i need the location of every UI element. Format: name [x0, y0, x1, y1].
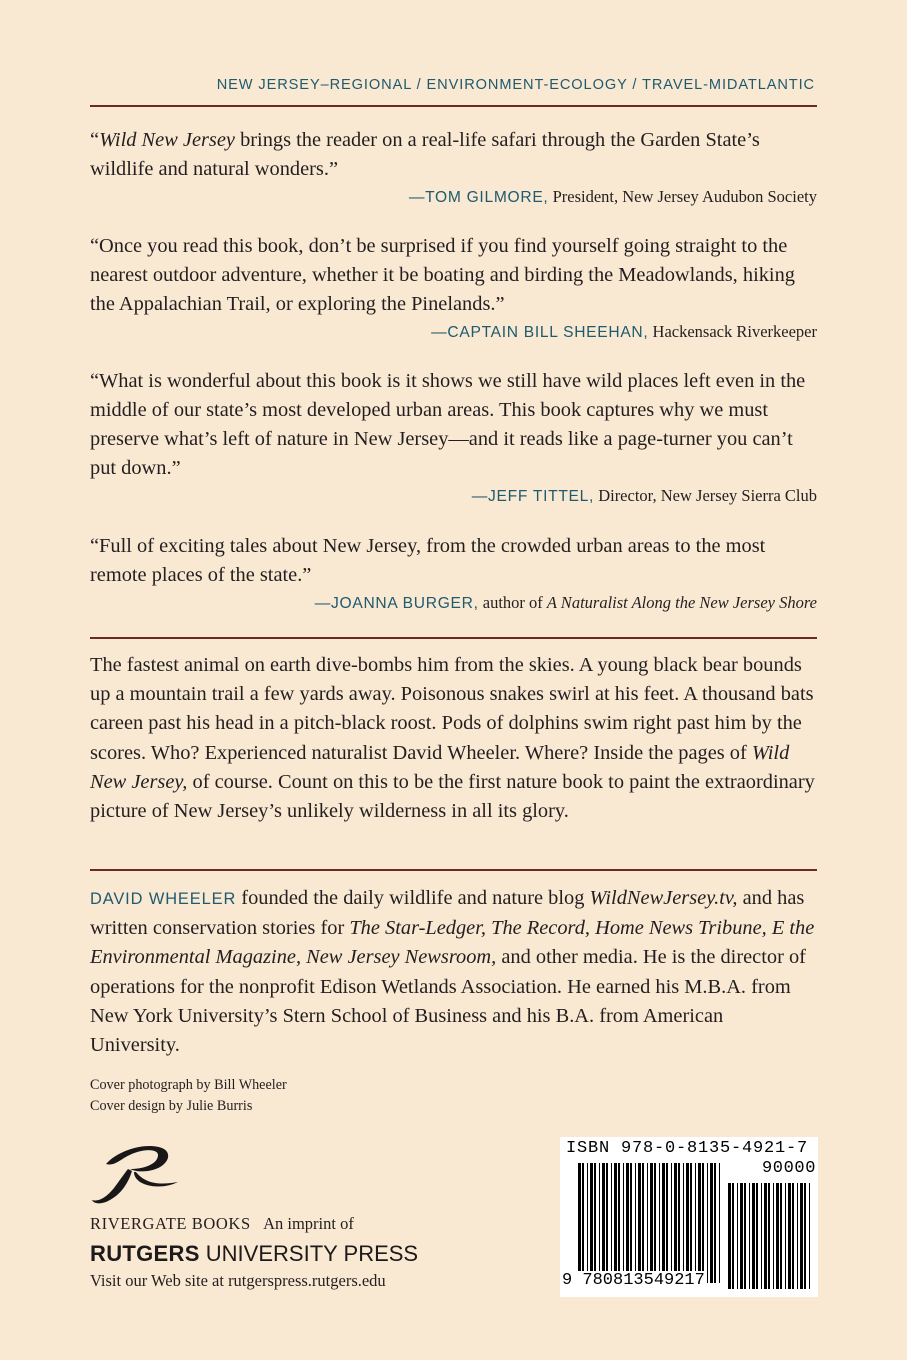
barcode-bar	[647, 1163, 648, 1283]
barcode-bar	[635, 1163, 636, 1283]
blurb-3-attribution	[90, 485, 817, 508]
publisher-website: Visit our Web site at rutgerspress.rutgers.edu	[90, 1271, 386, 1290]
blurb-4-role: author of	[478, 593, 547, 612]
blurb-2-role: Hackensack Riverkeeper	[648, 322, 817, 341]
imprint-line	[90, 1213, 354, 1235]
blurb-1-attribution	[90, 186, 817, 209]
rivergate-logo-icon	[88, 1138, 188, 1208]
blurb-4-attribution	[90, 592, 817, 615]
blurb-1-body: brings the reader on a real-life safari through the Garden State’s wildlife and natural wonders.”	[90, 129, 760, 180]
barcode-bar	[776, 1183, 779, 1289]
blurb-4-text: “Full of exciting tales about New Jersey, from the crowded urban areas to the most remote places of the state.”	[90, 535, 766, 586]
description-part-1: The fastest animal on earth dive-bombs him from the skies. A young black bear bounds up a mountain trail a few yards away. Poisonous snakes swirl at his feet. A thousand bats careen past his head in a pitch-black roost. Pods of dolphins swim right past him by the scores. Who? Experienced naturalist David Wheeler. Where? Inside the pages of	[90, 654, 814, 764]
publisher-rest: UNIVERSITY PRESS	[199, 1241, 419, 1266]
barcode-bar	[638, 1163, 641, 1283]
cover-credits	[90, 1075, 287, 1117]
barcode-bar	[587, 1163, 588, 1283]
barcode-bar	[744, 1183, 746, 1289]
divider-top	[90, 105, 817, 107]
blurb-1	[90, 126, 817, 209]
barcode-bar	[578, 1163, 581, 1283]
barcode-bar	[732, 1183, 734, 1289]
ean-right-group: 549217	[643, 1271, 705, 1290]
ean-first-digit: 9	[562, 1271, 573, 1290]
barcode-bar	[590, 1163, 593, 1283]
barcode-bar	[809, 1183, 810, 1289]
barcode-bar	[749, 1183, 750, 1289]
barcode-bar	[686, 1163, 689, 1283]
barcode-bar	[768, 1183, 770, 1289]
barcode-bar	[630, 1163, 632, 1283]
blurb-2	[90, 232, 817, 344]
description-title: Wild New Jersey,	[90, 741, 790, 793]
barcode-bar	[650, 1163, 653, 1283]
barcode-bar	[702, 1163, 704, 1283]
publisher-bold: RUTGERS	[90, 1241, 200, 1266]
blurb-3	[90, 367, 817, 508]
barcode-bar	[740, 1183, 743, 1289]
bio-text-2: and has written conservation stories for	[90, 887, 805, 940]
bio-text-3: and other media. He is the director of operations for the nonprofit Edison Wetlands Association. He earned his M.B.A. from New York University’s Stern School of Business and his B.A. from American University.	[90, 946, 806, 1057]
barcode-bar	[623, 1163, 624, 1283]
blurb-2-name: —CAPTAIN BILL SHEEHAN,	[431, 324, 649, 341]
publisher-name	[90, 1240, 418, 1268]
blurb-1-name: —TOM GILMORE,	[408, 189, 549, 206]
barcode-bar	[737, 1183, 738, 1289]
barcode-bar	[666, 1163, 668, 1283]
bio-text-1: founded the daily wildlife and nature blog	[236, 887, 590, 909]
barcode-bar	[611, 1163, 612, 1283]
barcode-bar	[674, 1163, 677, 1283]
barcode-bar	[659, 1163, 660, 1283]
isbn-barcode	[560, 1137, 818, 1297]
barcode-bar	[671, 1163, 672, 1283]
barcode-bar	[690, 1163, 692, 1283]
barcode-bar	[800, 1183, 803, 1289]
description-part-2: of course. Count on this to be the first nature book to paint the extraordinary picture of New Jersey’s unlikely wilderness in all its glory.	[90, 770, 815, 823]
barcode-bar	[773, 1183, 774, 1289]
blurb-3-text: “What is wonderful about this book is it shows we still have wild places left even in the middle of our state’s most developed urban areas. This book captures why we must preserve what’s left of nature in New Jersey—and it reads like a page-turner you can’t put down.”	[90, 370, 806, 479]
blurb-2-attribution	[90, 321, 817, 344]
barcode-bar	[594, 1163, 596, 1283]
blurb-1-title: Wild New Jersey	[99, 129, 235, 151]
price-code-label: 90000	[761, 1159, 816, 1178]
author-name: DAVID WHEELER	[90, 890, 237, 908]
blurb-4-book-title: A Naturalist Along the New Jersey Shore	[546, 593, 817, 612]
barcode-bar	[614, 1163, 617, 1283]
barcode-bar	[797, 1183, 798, 1289]
barcode-bar	[642, 1163, 644, 1283]
barcode-bar	[804, 1183, 806, 1289]
barcode-bar	[752, 1183, 755, 1289]
barcode-bar	[626, 1163, 629, 1283]
barcode-bar	[582, 1163, 584, 1283]
barcode-bar	[785, 1183, 786, 1289]
ean-left-group: 780813	[582, 1271, 644, 1290]
barcode-bar	[792, 1183, 794, 1289]
divider-lower	[90, 869, 817, 871]
blurb-4-name: —JOANNA BURGER,	[314, 595, 479, 612]
barcode-bar	[654, 1163, 656, 1283]
author-bio	[90, 884, 817, 1060]
blurb-2-text: “Once you read this book, don’t be surprised if you find yourself going straight to the nearest outdoor adventure, whether it be boating and birding the Meadowlands, hiking the Appalachian Trail, or exploring the Pinelands.”	[90, 235, 795, 315]
divider-middle	[90, 637, 817, 639]
barcode-bar	[719, 1163, 720, 1283]
barcode-bar	[761, 1183, 762, 1289]
barcode-bar	[606, 1163, 608, 1283]
book-description	[90, 651, 817, 826]
bio-blog: WildNewJersey.tv,	[589, 887, 738, 909]
barcode-bar	[695, 1163, 696, 1283]
design-credit: Cover design by Julie Burris	[90, 1098, 253, 1114]
barcode-bar	[678, 1163, 680, 1283]
barcode-bar	[707, 1163, 708, 1283]
blurb-3-name: —JEFF TITTEL,	[471, 488, 595, 505]
barcode-bar	[662, 1163, 665, 1283]
barcode-bar	[780, 1183, 782, 1289]
imprint-name: RIVERGATE BOOKS	[90, 1214, 251, 1233]
barcode-bar	[698, 1163, 701, 1283]
barcode-bar	[602, 1163, 605, 1283]
blurb-1-role: President, New Jersey Audubon Society	[548, 187, 817, 206]
barcode-bar	[618, 1163, 620, 1283]
isbn-label: ISBN 978-0-8135-4921-7	[566, 1139, 809, 1158]
barcode-bar	[710, 1163, 713, 1283]
imprint-of: An imprint of	[263, 1214, 354, 1233]
barcode-bar	[599, 1163, 600, 1283]
barcode-bar	[756, 1183, 758, 1289]
bio-media: The Star-Ledger, The Record, Home News Tribune, E the Environmental Magazine, New Jersey Newsroom,	[90, 917, 815, 969]
blurb-3-role: Director, New Jersey Sierra Club	[594, 486, 817, 505]
barcode-bar	[714, 1163, 716, 1283]
ean-digits	[562, 1271, 705, 1290]
barcode-bar	[788, 1183, 791, 1289]
barcode-bar	[728, 1183, 731, 1289]
barcode-bar	[764, 1183, 767, 1289]
photo-credit: Cover photograph by Bill Wheeler	[90, 1077, 287, 1093]
blurb-1-text: “Wild New Jersey brings the reader on a real-life safari through the Garden State’s wildlife and natural wonders.”	[90, 129, 760, 180]
barcode-bar	[683, 1163, 684, 1283]
blurb-4	[90, 532, 817, 615]
category-line: NEW JERSEY–REGIONAL / ENVIRONMENT-ECOLOGY / TRAVEL-MIDATLANTIC	[216, 77, 815, 93]
